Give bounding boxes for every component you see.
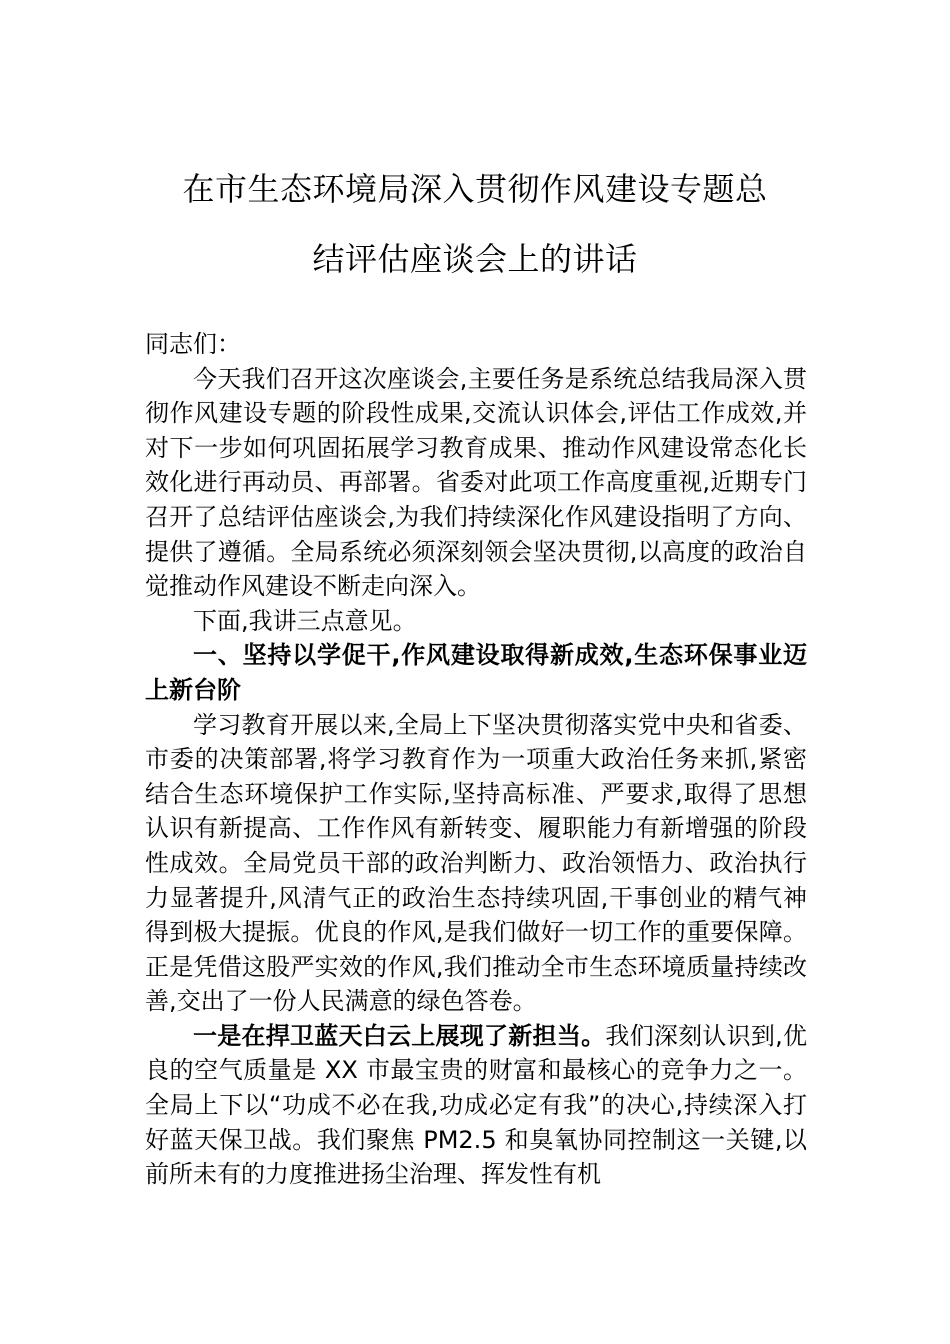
paragraph-intro: 今天我们召开这次座谈会,主要任务是系统总结我局深入贯彻作风建设专题的阶段性成果,交流认识体会,评估工作成效,并对下一步如何巩固拓展学习教育成果、推动作风建设常态化长效化进行再动员、再部署。省委对此项工作高度重视,近期专门召开了总结评估座谈会,为我们持续深化作风建设指明了方向、提供了遵循。全局系统必须深刻领会坚决贯彻,以高度的政治自觉推动作风建设不断走向深入。 xyxy=(145,364,807,601)
paragraph-lead-text: 一是在捍卫蓝天白云上展现了新担当。 xyxy=(193,1021,606,1050)
section-heading-1: 一、坚持以学促干,作风建设取得新成效,生态环保事业迈上新台阶 xyxy=(145,641,807,704)
document-body xyxy=(145,327,807,1192)
document-title-line-1: 在市生态环境局深入贯彻作风建设专题总 xyxy=(182,170,768,208)
paragraph-body-text: 我们深刻认识到,优良的空气质量是 XX 市最宝贵的财富和最核心的竞争力之一。全局上下以“功成不必在我,功成必定有我”的决心,持续深入打好蓝天保卫战。我们聚焦 PM2.5 和臭氧协同控制这一关键,以前所未有的力度推进扬尘治理、挥发性有机 xyxy=(145,1021,807,1189)
paragraph-achievements: 学习教育开展以来,全局上下坚决贯彻落实党中央和省委、市委的决策部署,将学习教育作为一项重大政治任务来抓,紧密结合生态环境保护工作实际,坚持高标准、严要求,取得了思想认识有新提高、工作作风有新转变、履职能力有新增强的阶段性成效。全局党员干部的政治判断力、政治领悟力、政治执行力显著提升,风清气正的政治生态持续巩固,干事创业的精气神得到极大提振。优良的作风,是我们做好一切工作的重要保障。正是凭借这股严实效的作风,我们推动全市生态环境质量持续改善,交出了一份人民满意的绿色答卷。 xyxy=(145,710,807,1016)
salutation: 同志们： xyxy=(145,330,241,358)
paragraph-outline: 下面,我讲三点意见。 xyxy=(193,606,417,635)
document-title-line-2: 结评估座谈会上的讲话 xyxy=(312,240,638,278)
paragraph-blue-sky xyxy=(145,1019,807,1192)
